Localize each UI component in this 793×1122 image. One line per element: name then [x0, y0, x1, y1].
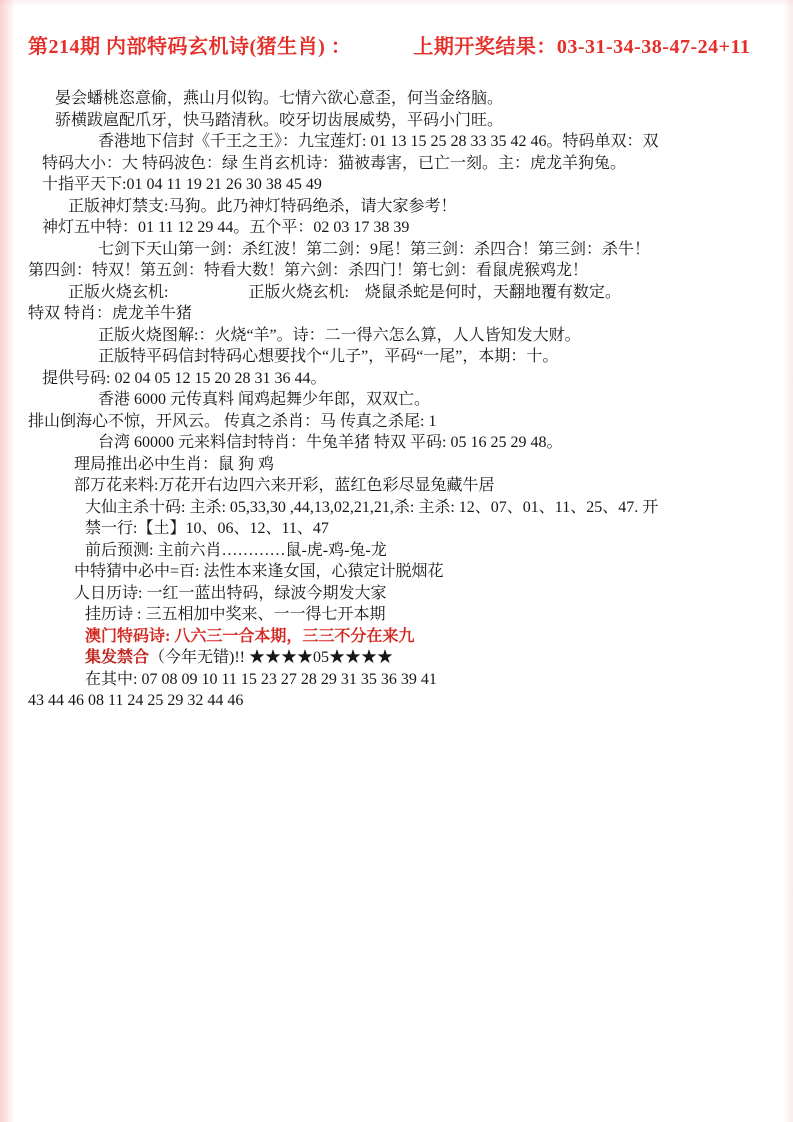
daxian-kill-ten-line: 大仙主杀十码: 主杀: 05,33,30 ,44,13,02,21,21,杀: 主杀: 12、07、01、11、25、47. 开: [85, 498, 659, 516]
fire-mystery-line: 正版火烧玄机: 正版火烧玄机: 烧鼠杀蛇是何时，天翻地覆有数定。: [68, 283, 621, 301]
paishan-fax-kill-line: 排山倒海心不惊，开风云。 传真之杀肖：马 传真之杀尾: 1: [28, 412, 437, 430]
seven-swords-line-1: 七剑下天山第一剑：杀红波！第二剑：9尾！第三剑：杀四合！第三剑：杀牛！: [98, 240, 651, 258]
provided-numbers-line: 提供号码: 02 04 05 12 15 20 28 31 36 44。: [42, 369, 327, 387]
jifa-jinhe-line: [85, 647, 793, 669]
size-wave-zodiac-line: 特码大小：大 特码波色：绿 生肖玄机诗：猫被毒害，已亡一刻。主：虎龙羊狗兔。: [42, 154, 627, 172]
seven-swords-line-2: 第四剑：特双！第五剑：特看大数！第六剑：杀四门！第七剑：看鼠虎猴鸡龙！: [28, 262, 589, 279]
jifa-jinhe-label: 集发禁合: [85, 649, 150, 666]
shendeng-ban-line: 正版神灯禁支:马狗。此乃神灯特码绝杀，请大家参考！: [68, 197, 457, 215]
hk-6000-fax-line: 香港 6000 元传真料 闻鸡起舞少年郎，双双亡。: [98, 391, 431, 408]
renri-poem-line: 人日历诗: 一红一蓝出特码，绿波今期发大家: [74, 584, 387, 602]
wanhua-material-line: 部万花来料:万花开右边四六来开彩，蓝红色彩尽显兔藏牛居: [74, 477, 495, 494]
poem-line-2: 骄横跋扈配爪牙，快马踏清秋。咬牙切齿展威势，平码小门旺。: [55, 111, 504, 129]
jin-yihang-line: 禁一行:【土】10、06、12、11、47: [85, 520, 329, 537]
taiwan-60000-line: 台湾 60000 元来料信封特肖：牛兔羊猪 特双 平码: 05 16 25 29 48。: [98, 434, 563, 451]
jifa-jinhe-note: （今年无错)!! ★★★★05★★★★: [149, 649, 394, 666]
poem-line-1: 晏会蟠桃恣意偷，燕山月似钩。七情六欲心意歪，何当金络脑。: [55, 90, 504, 107]
teshuang-texiao-line: 特双 特肖：虎龙羊牛猪: [28, 305, 193, 322]
content-lines: [0, 86, 793, 712]
guali-poem-line: 挂历诗 : 三五相加中奖来、一一得七开本期: [85, 606, 386, 623]
macau-special-poem-line: 澳门特码诗: 八六三一合本期，三三不分在来九: [85, 627, 415, 645]
forecast-six-zodiac-line: 前后预测: 主前六肖…………鼠-虎-鸡-兔-龙: [85, 541, 387, 559]
shendeng-five-hit-line: 神灯五中特：01 11 12 29 44。五个平：02 03 17 38 39: [42, 219, 410, 236]
hk-envelope-line: 香港地下信封《千王之王》：九宝莲灯: 01 13 15 25 28 33 35 42 46。特码单双：双: [98, 133, 659, 150]
teping-envelope-line: 正版特平码信封特码心想要找个“儿子”，平码“一尾”，本期：十。: [98, 348, 559, 365]
numbers-included-line: 在其中: 07 08 09 10 11 15 23 27 28 29 31 35 36 39 41: [85, 670, 437, 688]
liju-zodiac-line: 理局推出必中生肖：鼠 狗 鸡: [74, 455, 275, 473]
page-header: [0, 0, 793, 86]
numbers-wrap-line: 43 44 46 08 11 24 25 29 32 44 46: [28, 692, 244, 709]
zhongte-guess-line: 中特猜中必中=百: 法性本来逢女国，心猿定计脱烟花: [74, 563, 444, 580]
last-draw-result: 上期开奖结果：03-31-34-38-47-24+11: [413, 36, 751, 58]
fire-diagram-line: 正版火烧图解:：火烧“羊”。诗：二一得六怎么算，人人皆知发大财。: [98, 326, 581, 344]
issue-title: 第214期 内部特码玄机诗(猪生肖) ：: [28, 36, 352, 58]
ten-fingers-numbers-line: 十指平天下:01 04 11 19 21 26 30 38 45 49: [42, 176, 322, 193]
